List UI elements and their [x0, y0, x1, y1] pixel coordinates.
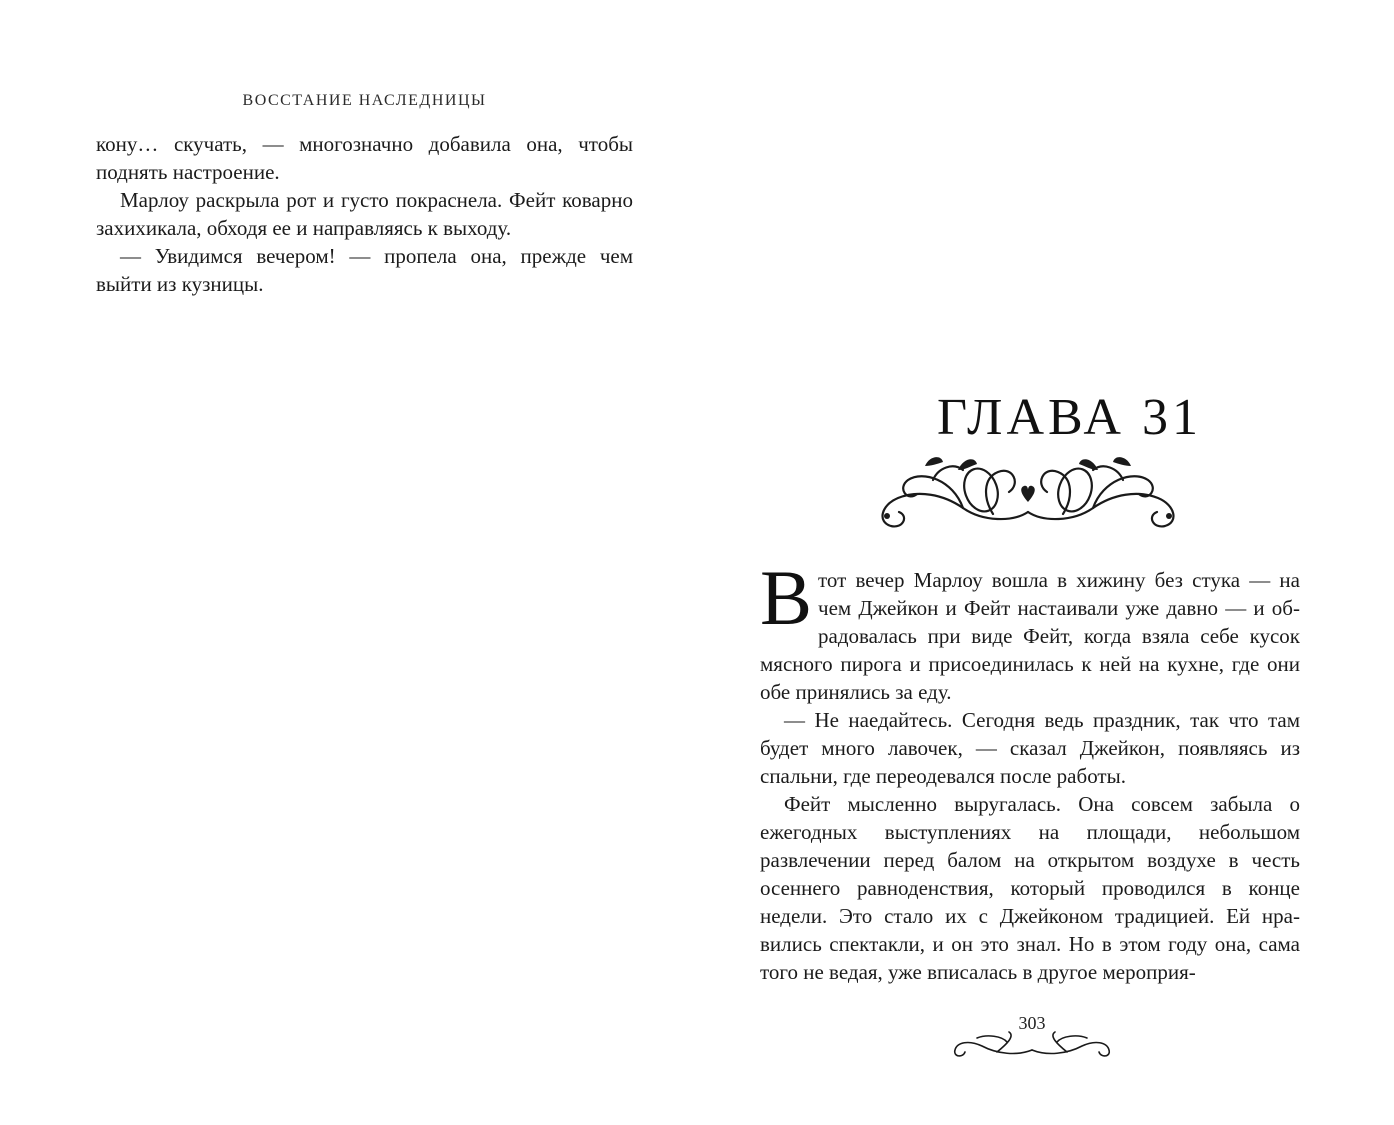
running-head: ВОССТАНИЕ НАСЛЕДНИЦЫ — [242, 92, 487, 109]
right-page — [697, 0, 1394, 1125]
chapter-title: ГЛАВА 31 — [937, 389, 1202, 446]
drop-cap: В — [760, 554, 813, 641]
paragraph-text: тот вечер Марлоу вошла в хижину без стука — на чем Джейкон и Фейт настаивали уже давно — и обрадовалась при виде Фейт, когда взяла себе кусок мясного пирога и присоединилась к ней на кухне, где они обе принялись за еду. — [760, 568, 1300, 704]
chapter-opening-paragraph — [760, 554, 1300, 706]
right-page-text — [760, 554, 1300, 986]
folio — [947, 1010, 1117, 1060]
chapter-ornament-icon — [863, 450, 1193, 536]
left-page-text — [96, 130, 633, 298]
page-number: 303 — [1018, 1013, 1046, 1033]
paragraph: — Не наедайтесь. Сегодня ведь праздник, так что там будет много лавочек, — сказал Джейкон, появляясь из спальни, где переодевался после работы. — [760, 708, 1300, 788]
paragraph: кону… скучать, — многозначно добавила она, чтобы поднять настроение. — [96, 132, 633, 184]
paragraph: — Увидимся вечером! — пропела она, прежде чем выйти из кузницы. — [96, 244, 633, 296]
paragraph: Марлоу раскрыла рот и густо покраснела. Фейт коварно захихикала, обходя ее и направляясь к выходу. — [96, 188, 633, 240]
paragraph: Фейт мысленно выругалась. Она совсем забыла о ежегодных выступлениях на площади, небольшом развлечении перед балом на открытом воздухе в честь осеннего равноденствия, который проводился в конце недели. Это стало их с Джейконом традицией. Ей нравились спектакли, и он это знал. Но в этом году она, сама того не ведая, уже вписалась в другое мероприя- — [760, 792, 1300, 984]
